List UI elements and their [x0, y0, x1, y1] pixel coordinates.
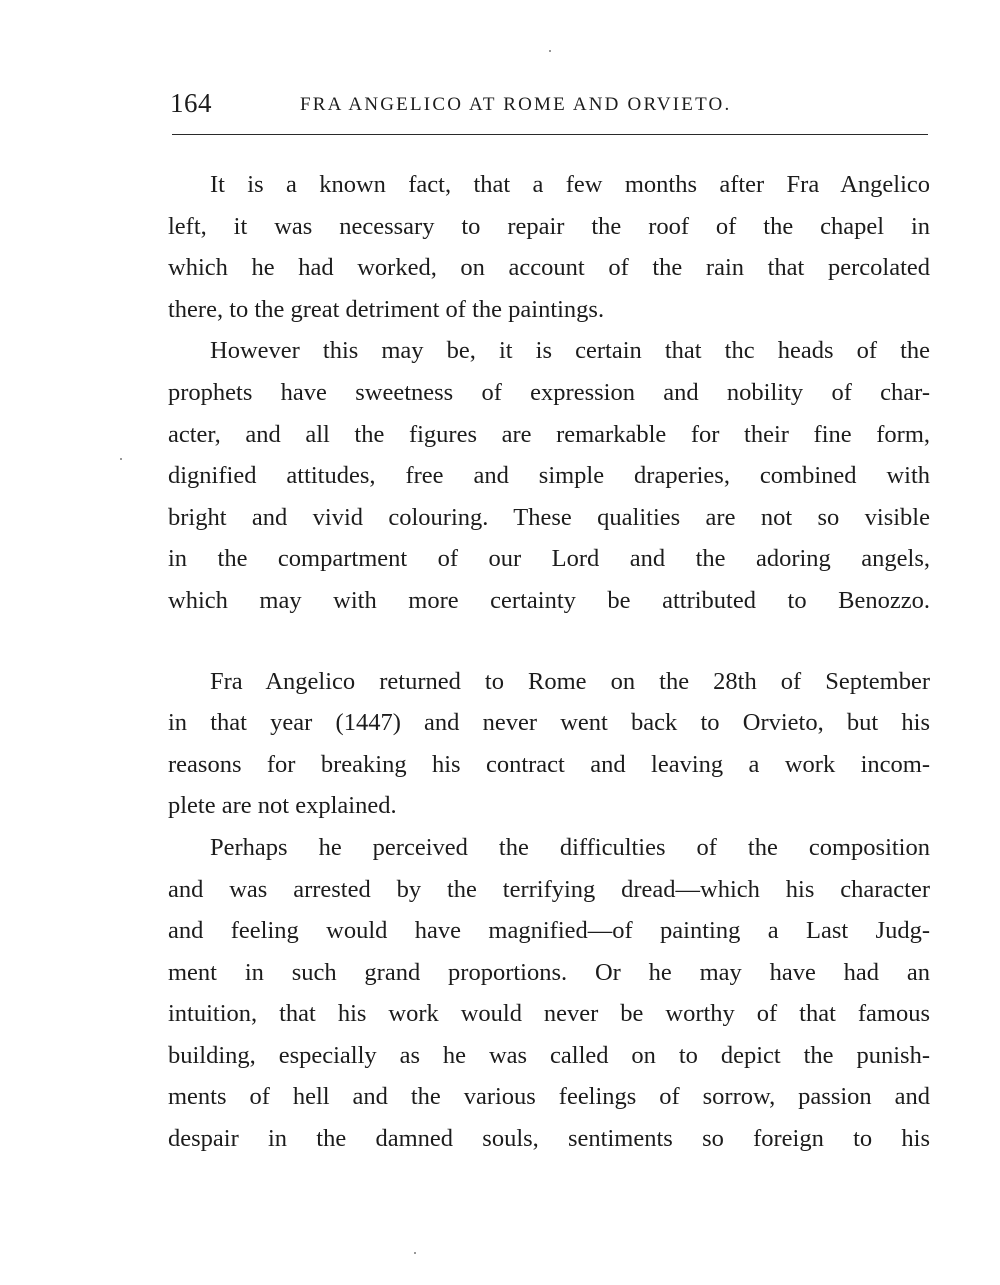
paper-speck: [120, 458, 122, 460]
text-line: Fra Angelico returned to Rome on the 28th of September: [210, 667, 930, 695]
text-line: It is a known fact, that a few months after Fra Angelico: [210, 171, 930, 198]
text-line: there, to the great detriment of the paintings.: [168, 295, 605, 323]
text-line: intuition, that his work would never be worthy of that famous: [168, 1000, 930, 1028]
text-line: building, especially as he was called on to depict the punish-: [168, 1041, 930, 1069]
text-line: plete are not explained.: [168, 792, 397, 820]
header-rule: [172, 134, 928, 135]
paper-speck: [414, 1252, 416, 1254]
text-line: dignified attitudes, free and simple draperies, combined with: [168, 462, 930, 490]
page-number: 164: [170, 88, 212, 118]
text-line: acter, and all the figures are remarkable for their fine form,: [168, 420, 930, 448]
text-line: prophets have sweetness of expression and nobility of char-: [168, 378, 930, 406]
text-line: which he had worked, on account of the rain that percolated: [168, 254, 930, 282]
text-line: and feeling would have magnified—of painting a Last Judg-: [168, 917, 930, 945]
text-line: in the compartment of our Lord and the adoring angels,: [168, 545, 930, 573]
section-break: [168, 622, 930, 661]
text-line: Perhaps he perceived the difficulties of the composition: [210, 833, 930, 861]
text-line: left, it was necessary to repair the roof of the chapel in: [168, 212, 930, 240]
running-head: FRA ANGELICO AT ROME AND ORVIETO.: [300, 94, 732, 115]
text-line: despair in the damned souls, sentiments so foreign to his: [168, 1125, 930, 1153]
text-line: ment in such grand proportions. Or he may have had an: [168, 958, 930, 986]
text-line: However this may be, it is certain that thc heads of the: [210, 337, 930, 365]
paper-speck: [549, 50, 551, 52]
text-line: ments of hell and the various feelings of sorrow, passion and: [168, 1083, 930, 1111]
text-line: which may with more certainty be attributed to Benozzo.: [168, 586, 930, 614]
text-line: reasons for breaking his contract and leaving a work incom-: [168, 750, 930, 778]
text-line: bright and vivid colouring. These qualities are not so visible: [168, 503, 930, 531]
page-header: [170, 88, 930, 124]
body-text: [168, 164, 930, 1160]
text-line: in that year (1447) and never went back to Orvieto, but his: [168, 709, 930, 737]
text-line: and was arrested by the terrifying dread—which his character: [168, 875, 930, 903]
